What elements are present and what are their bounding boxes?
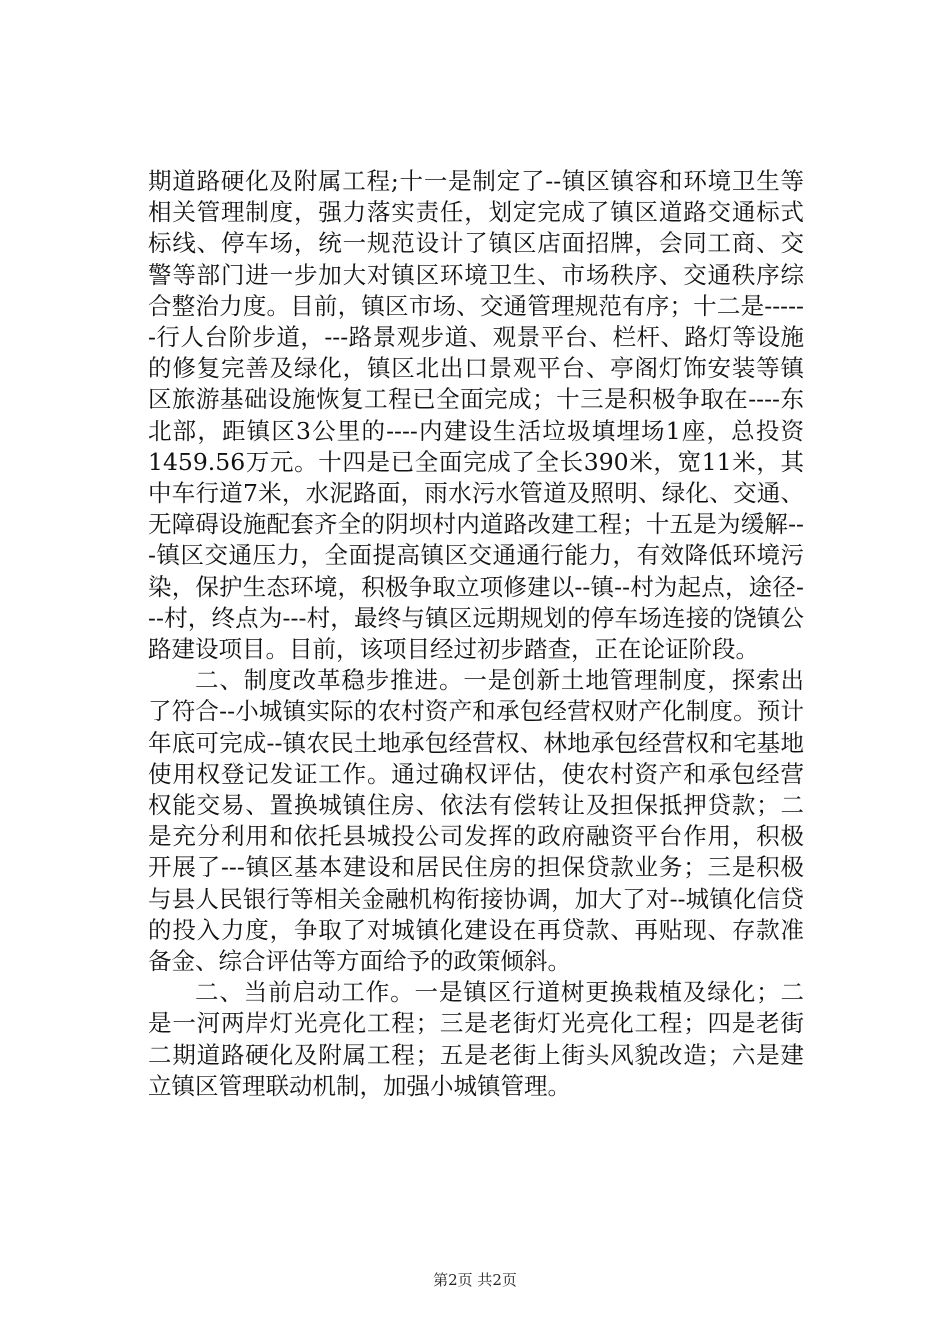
paragraph-continuation: 期道路硬化及附属工程;十一是制定了--镇区镇容和环境卫生等相关管理制度，强力落实责任，划定完成了镇区道路交通标式标线、停车场，统一规范设计了镇区店面招牌，会同工商、交警等部门进一步加大对镇区环境卫生、市场秩序、交通秩序综合整治力度。目前，镇区市场、交通管理规范有序；十二是------行人台阶步道，---路景观步道、观景平台、栏杆、路灯等设施的修复完善及绿化，镇区北出口景观平台、亭阁灯饰安装等镇区旅游基础设施恢复工程已全面完成；十三是积极争取在----东北部，距镇区3公里的----内建设生活垃圾填埋场1座，总投资1459.56万元。十四是已全面完成了全长390米，宽11米，其中车行道7米，水泥路面，雨水污水管道及照明、绿化、交通、无障碍设施配套齐全的阴坝村内道路改建工程；十五是为缓解---镇区交通压力，全面提高镇区交通通行能力，有效降低环境污染，保护生态环境，积极争取立项修建以--镇--村为起点，途径---村，终点为---村，最终与镇区远期规划的停车场连接的饶镇公路建设项目。目前，该项目经过初步踏查，正在论证阶段。 — [148, 167, 804, 664]
document-body — [148, 166, 804, 1102]
page-number-footer: 第2页 共2页 — [433, 1271, 517, 1289]
paragraph-current-work: 二、当前启动工作。一是镇区行道树更换栽植及绿化；二是一河两岸灯光亮化工程；三是老街灯光亮化工程；四是老街二期道路硬化及附属工程；五是老街上街头风貌改造；六是建立镇区管理联动机制，加强小城镇管理。 — [148, 978, 804, 1100]
paragraph-institutional-reform: 二、制度改革稳步推进。一是创新土地管理制度，探索出了符合--小城镇实际的农村资产和承包经营权财产化制度。预计年底可完成--镇农民土地承包经营权、林地承包经营权和宅基地使用权登记发证工作。通过确权评估，使农村资产和承包经营权能交易、置换城镇住房、依法有偿转让及担保抵押贷款；二是充分利用和依托县城投公司发挥的政府融资平台作用，积极开展了---镇区基本建设和居民住房的担保贷款业务；三是积极与县人民银行等相关金融机构衔接协调，加大了对--城镇化信贷的投入力度，争取了对城镇化建设在再贷款、再贴现、存款准备金、综合评估等方面给予的政策倾斜。 — [148, 666, 804, 976]
